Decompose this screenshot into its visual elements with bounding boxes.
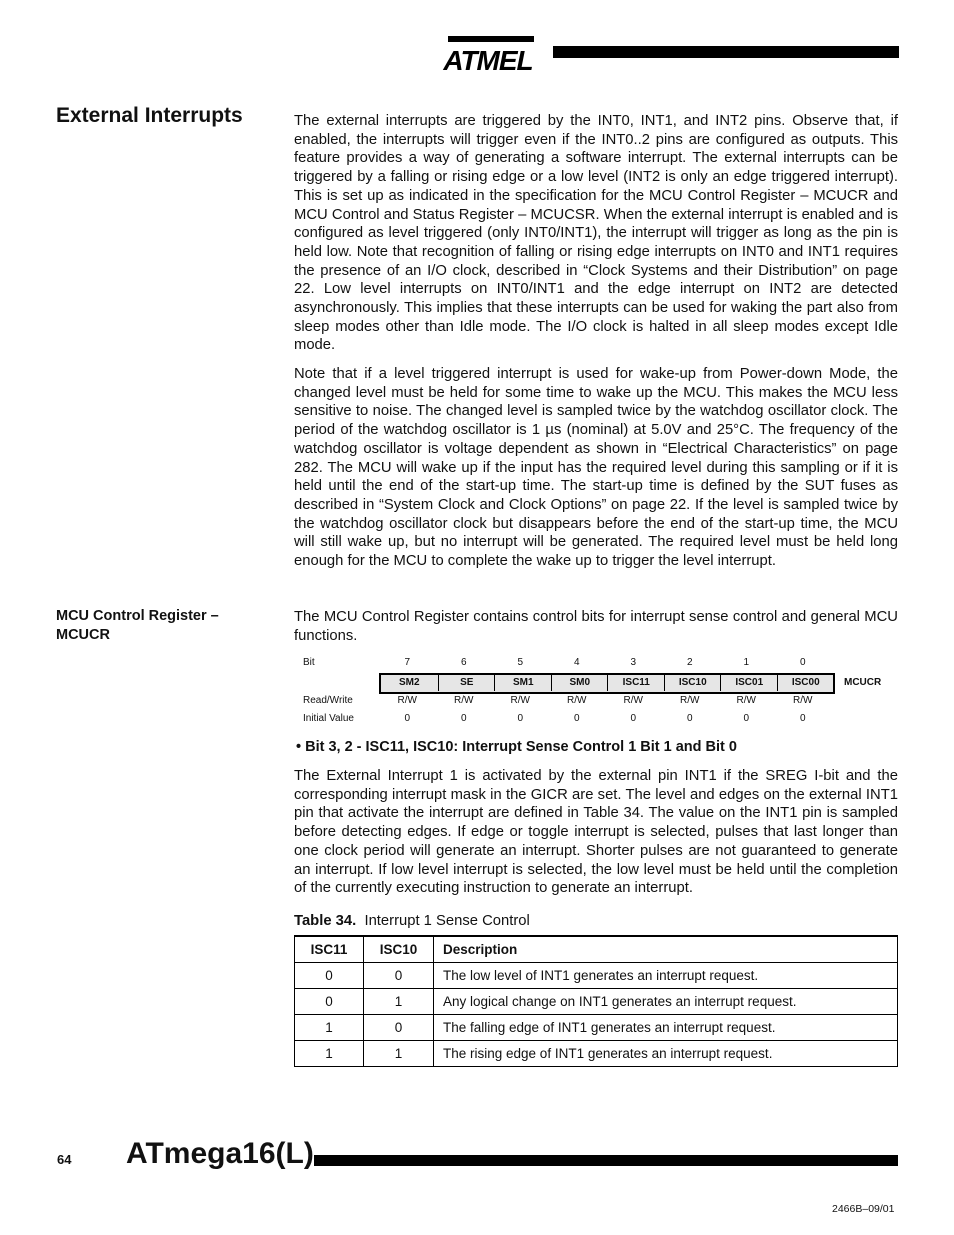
register-name: MCUCR: [844, 677, 882, 688]
sense-control-table: [294, 935, 898, 1067]
paragraph: Note that if a level triggered interrupt is used for wake-up from Power-down Mode, the changed level must be held for some time to wake up the MCU. This makes the MCU less sensitive to noise. The changed level is sampled twice by the watchdog oscillator clock. The period of the watchdog oscillator is 1 µs (nominal) at 5.0V and 25°C. The frequency of the watchdog oscillator is voltage dependent as shown in “Electrical Characteristics” on page 282. The MCU will wake up if the input has the required level during this sampling or if it is held until the end of the start-up time. The start-up time is defined by the SUT fuses as described in “System Clock and Clock Options” on page 22. If the level is sampled twice by the watchdog oscillator clock but disappears before the end of the start-up time, the MCU will still wake up, but no interrupt will be generated. The required level must be held long enough for the MCU to complete the wake up to trigger the level interrupt.: [294, 366, 898, 570]
register-field: SM1: [494, 674, 552, 691]
table-title: Interrupt 1 Sense Control: [364, 913, 530, 929]
paragraph: The external interrupts are triggered by the INT0, INT1, and INT2 pins. Observe that, if enabled, the interrupts will trigger even if the INT0..2 pins are configured as outputs. This feature provides a way of generating a software interrupt. The external interrupts can be triggered by a falling or rising edge or a low level (INT2 is only an edge triggered interrupt). This is set up as indicated in the specification for the MCU Control Register – MCUCR and MCU Control and Status Register – MCUCSR. When the external interrupt is enabled and is configured as level triggered (only INT0/INT1), the interrupt will trigger as long as the pin is held low. Note that recognition of falling or rising edge interrupts on INT0 and INT1 requires the presence of an I/O clock, described in “Clock Systems and their Distribution” on page 22. Low level interrupts on INT0/INT1 and the edge interrupt on INT2 are detected asynchronously. This implies that these interrupts can be used for waking the part also from sleep modes other than Idle mode. The I/O clock is halted in all sleep modes except Idle mode.: [294, 113, 898, 354]
init-label: Initial Value: [303, 713, 354, 724]
table-cell: 0: [295, 963, 364, 989]
table-cell: 1: [295, 1041, 364, 1067]
bit-number: 7: [404, 657, 411, 668]
init-value: 0: [743, 713, 750, 724]
paragraph: The External Interrupt 1 is activated by the external pin INT1 if the SREG I-bit and the corresponding interrupt mask in the GICR are set. The level and edges on the external INT1 pin that activate the interrupt are defined in Table 34. The value on the INT1 pin is sampled before detecting edges. If edge or toggle interrupt is selected, pulses that last longer than one clock period will generate an interrupt. Shorter pulses are not guaranteed to generate an interrupt. If low level interrupt is selected, the low level must be held until the completion of the currently executing instruction to generate an interrupt.: [294, 768, 898, 897]
footer-title: ATmega16(L): [126, 1137, 314, 1170]
table-row: [295, 989, 898, 1015]
register-field: ISC01: [720, 674, 778, 691]
column-header: ISC11: [295, 936, 364, 963]
header-rule: [553, 46, 899, 58]
bit-number: 4: [573, 657, 580, 668]
rw-value: R/W: [736, 695, 756, 706]
table-cell: The low level of INT1 generates an interrupt request.: [434, 963, 898, 989]
subsection-title: MCU Control Register – MCUCR: [56, 608, 219, 643]
section-title: External Interrupts: [56, 104, 243, 127]
table-cell: 1: [295, 1015, 364, 1041]
table-row: [295, 963, 898, 989]
table-cell: 1: [364, 989, 434, 1015]
table-row: [295, 1041, 898, 1067]
bit-label: Bit: [303, 657, 315, 668]
table-cell: 1: [364, 1041, 434, 1067]
rw-value: R/W: [623, 695, 643, 706]
rw-value: R/W: [567, 695, 587, 706]
init-value: 0: [460, 713, 467, 724]
table-cell: Any logical change on INT1 generates an interrupt request.: [434, 989, 898, 1015]
atmel-logo: [438, 28, 538, 76]
column-header: Description: [434, 936, 898, 963]
bit-description-heading: • Bit 3, 2 - ISC11, ISC10: Interrupt Sense Control 1 Bit 1 and Bit 0: [296, 739, 737, 755]
init-value: 0: [799, 713, 806, 724]
init-value: 0: [686, 713, 693, 724]
bit-number: 2: [686, 657, 693, 668]
init-value: 0: [404, 713, 411, 724]
rw-label: Read/Write: [303, 695, 353, 706]
rw-value: R/W: [680, 695, 700, 706]
table-caption: [294, 913, 530, 929]
rw-value: R/W: [510, 695, 530, 706]
table-cell: 0: [364, 963, 434, 989]
register-field: SE: [438, 674, 496, 691]
rw-value: R/W: [397, 695, 417, 706]
paragraph: The MCU Control Register contains control bits for interrupt sense control and general MCU functions.: [294, 609, 898, 644]
table-cell: The rising edge of INT1 generates an interrupt request.: [434, 1041, 898, 1067]
init-value: 0: [517, 713, 524, 724]
table-cell: 0: [295, 989, 364, 1015]
document-code: 2466B–09/01: [832, 1203, 895, 1215]
init-value: 0: [573, 713, 580, 724]
register-field: ISC10: [664, 674, 722, 691]
page-number: 64: [57, 1152, 72, 1167]
init-value: 0: [630, 713, 637, 724]
register-field: ISC00: [777, 674, 835, 691]
svg-text:ATMEL: ATMEL: [443, 45, 533, 76]
bit-number: 6: [460, 657, 467, 668]
bit-number: 0: [799, 657, 806, 668]
bit-number: 1: [743, 657, 750, 668]
bit-number: 5: [517, 657, 524, 668]
rw-value: R/W: [793, 695, 813, 706]
table-cell: The falling edge of INT1 generates an interrupt request.: [434, 1015, 898, 1041]
table-header-row: [295, 936, 898, 963]
table-cell: 0: [364, 1015, 434, 1041]
register-field: SM0: [551, 674, 609, 691]
bit-number: 3: [630, 657, 637, 668]
footer-rule: [314, 1155, 898, 1166]
register-field: SM2: [398, 677, 420, 688]
register-field: ISC11: [607, 674, 665, 691]
rw-value: R/W: [454, 695, 474, 706]
table-number: Table 34.: [294, 913, 357, 929]
table-row: [295, 1015, 898, 1041]
column-header: ISC10: [364, 936, 434, 963]
